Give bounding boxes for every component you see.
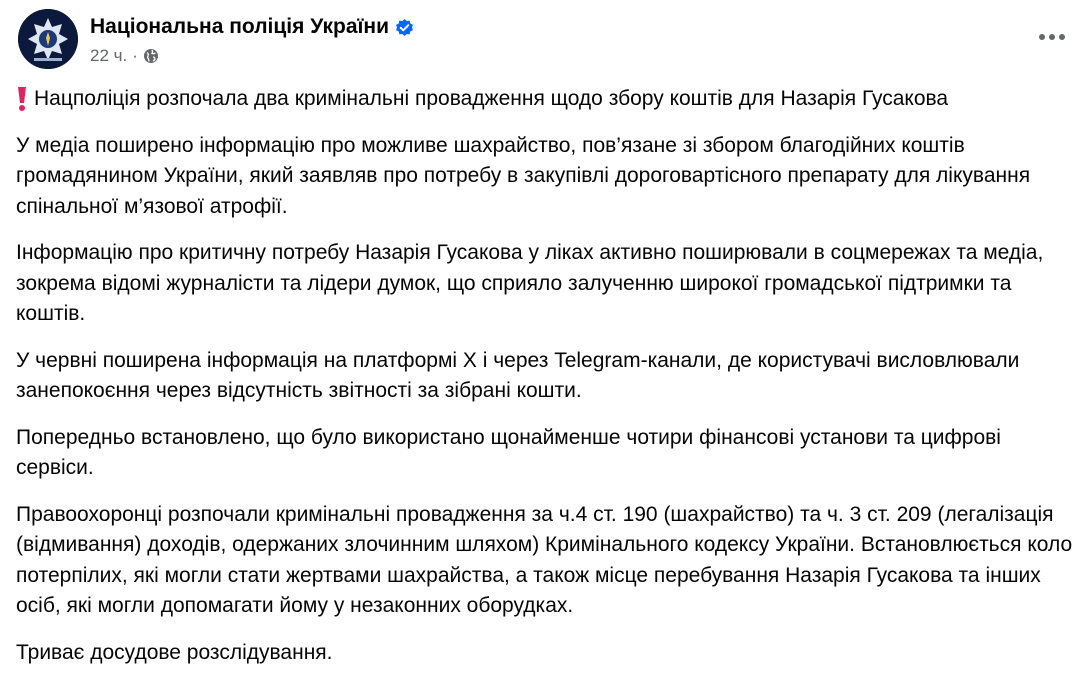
post-paragraph-4: Попередньо встановлено, що було використано щонайменше чотири фінансові установи та цифрові сервіси. [16, 425, 1001, 479]
police-badge-icon [18, 9, 78, 69]
headline-text: Нацполіція розпочала два кримінальні провадження щодо збору коштів для Назарія Гусакова [34, 87, 949, 110]
post-meta [90, 45, 159, 67]
post-paragraph-1: У медіа поширено інформацію про можливе шахрайство, пов’язане зі збором благодійних коштів громадянином України, який заявляв про потребу в закупівлі дороговартісного препарату для лікування спінальної м’язової атрофії. [16, 133, 1031, 218]
page-avatar[interactable] [18, 9, 78, 69]
verified-badge-icon [395, 18, 414, 37]
more-dot [1039, 34, 1045, 40]
post-paragraph-2: Інформацію про критичну потребу Назарія Гусакова у ліках активно поширювали в соцмережах та медіа, зокрема відомі журналісти та лідери думок, що сприяло залученню широкої громадської підтримки та коштів. [16, 241, 1044, 325]
meta-separator: · [132, 46, 138, 65]
page-name[interactable]: Національна поліція України [90, 15, 390, 38]
more-dot [1059, 34, 1065, 40]
name-row [90, 13, 414, 41]
post-headline [16, 84, 1076, 115]
post-paragraph-3: У червні поширена інформація на платформі X і через Telegram-канали, де користувачі висловлювали занепокоєння через відсутність звітності за зібрані кошти. [16, 348, 1020, 402]
post-paragraph-6: Триває досудове розслідування. [16, 640, 333, 664]
post-paragraph-5: Правоохоронці розпочали кримінальні провадження за ч.4 ст. 190 (шахрайство) та ч. 3 ст. 209 (легалізація (відмивання) доходів, одержаних злочинним шляхом) Кримінального кодексу України. Встановлюється коло потерпілих, які могли стати жертвами шахрайства, а також місце перебування Назарія Гусакова та інших осіб, які могли допомагати йому у незаконних оборудках. [16, 502, 1073, 617]
post-body [16, 84, 1076, 684]
post-timestamp[interactable]: 22 ч. [90, 46, 128, 65]
red-exclamation-icon [16, 86, 28, 112]
globe-icon [143, 48, 159, 64]
more-options-icon[interactable] [1032, 17, 1072, 57]
post-header [18, 9, 1072, 71]
more-dot [1049, 34, 1055, 40]
